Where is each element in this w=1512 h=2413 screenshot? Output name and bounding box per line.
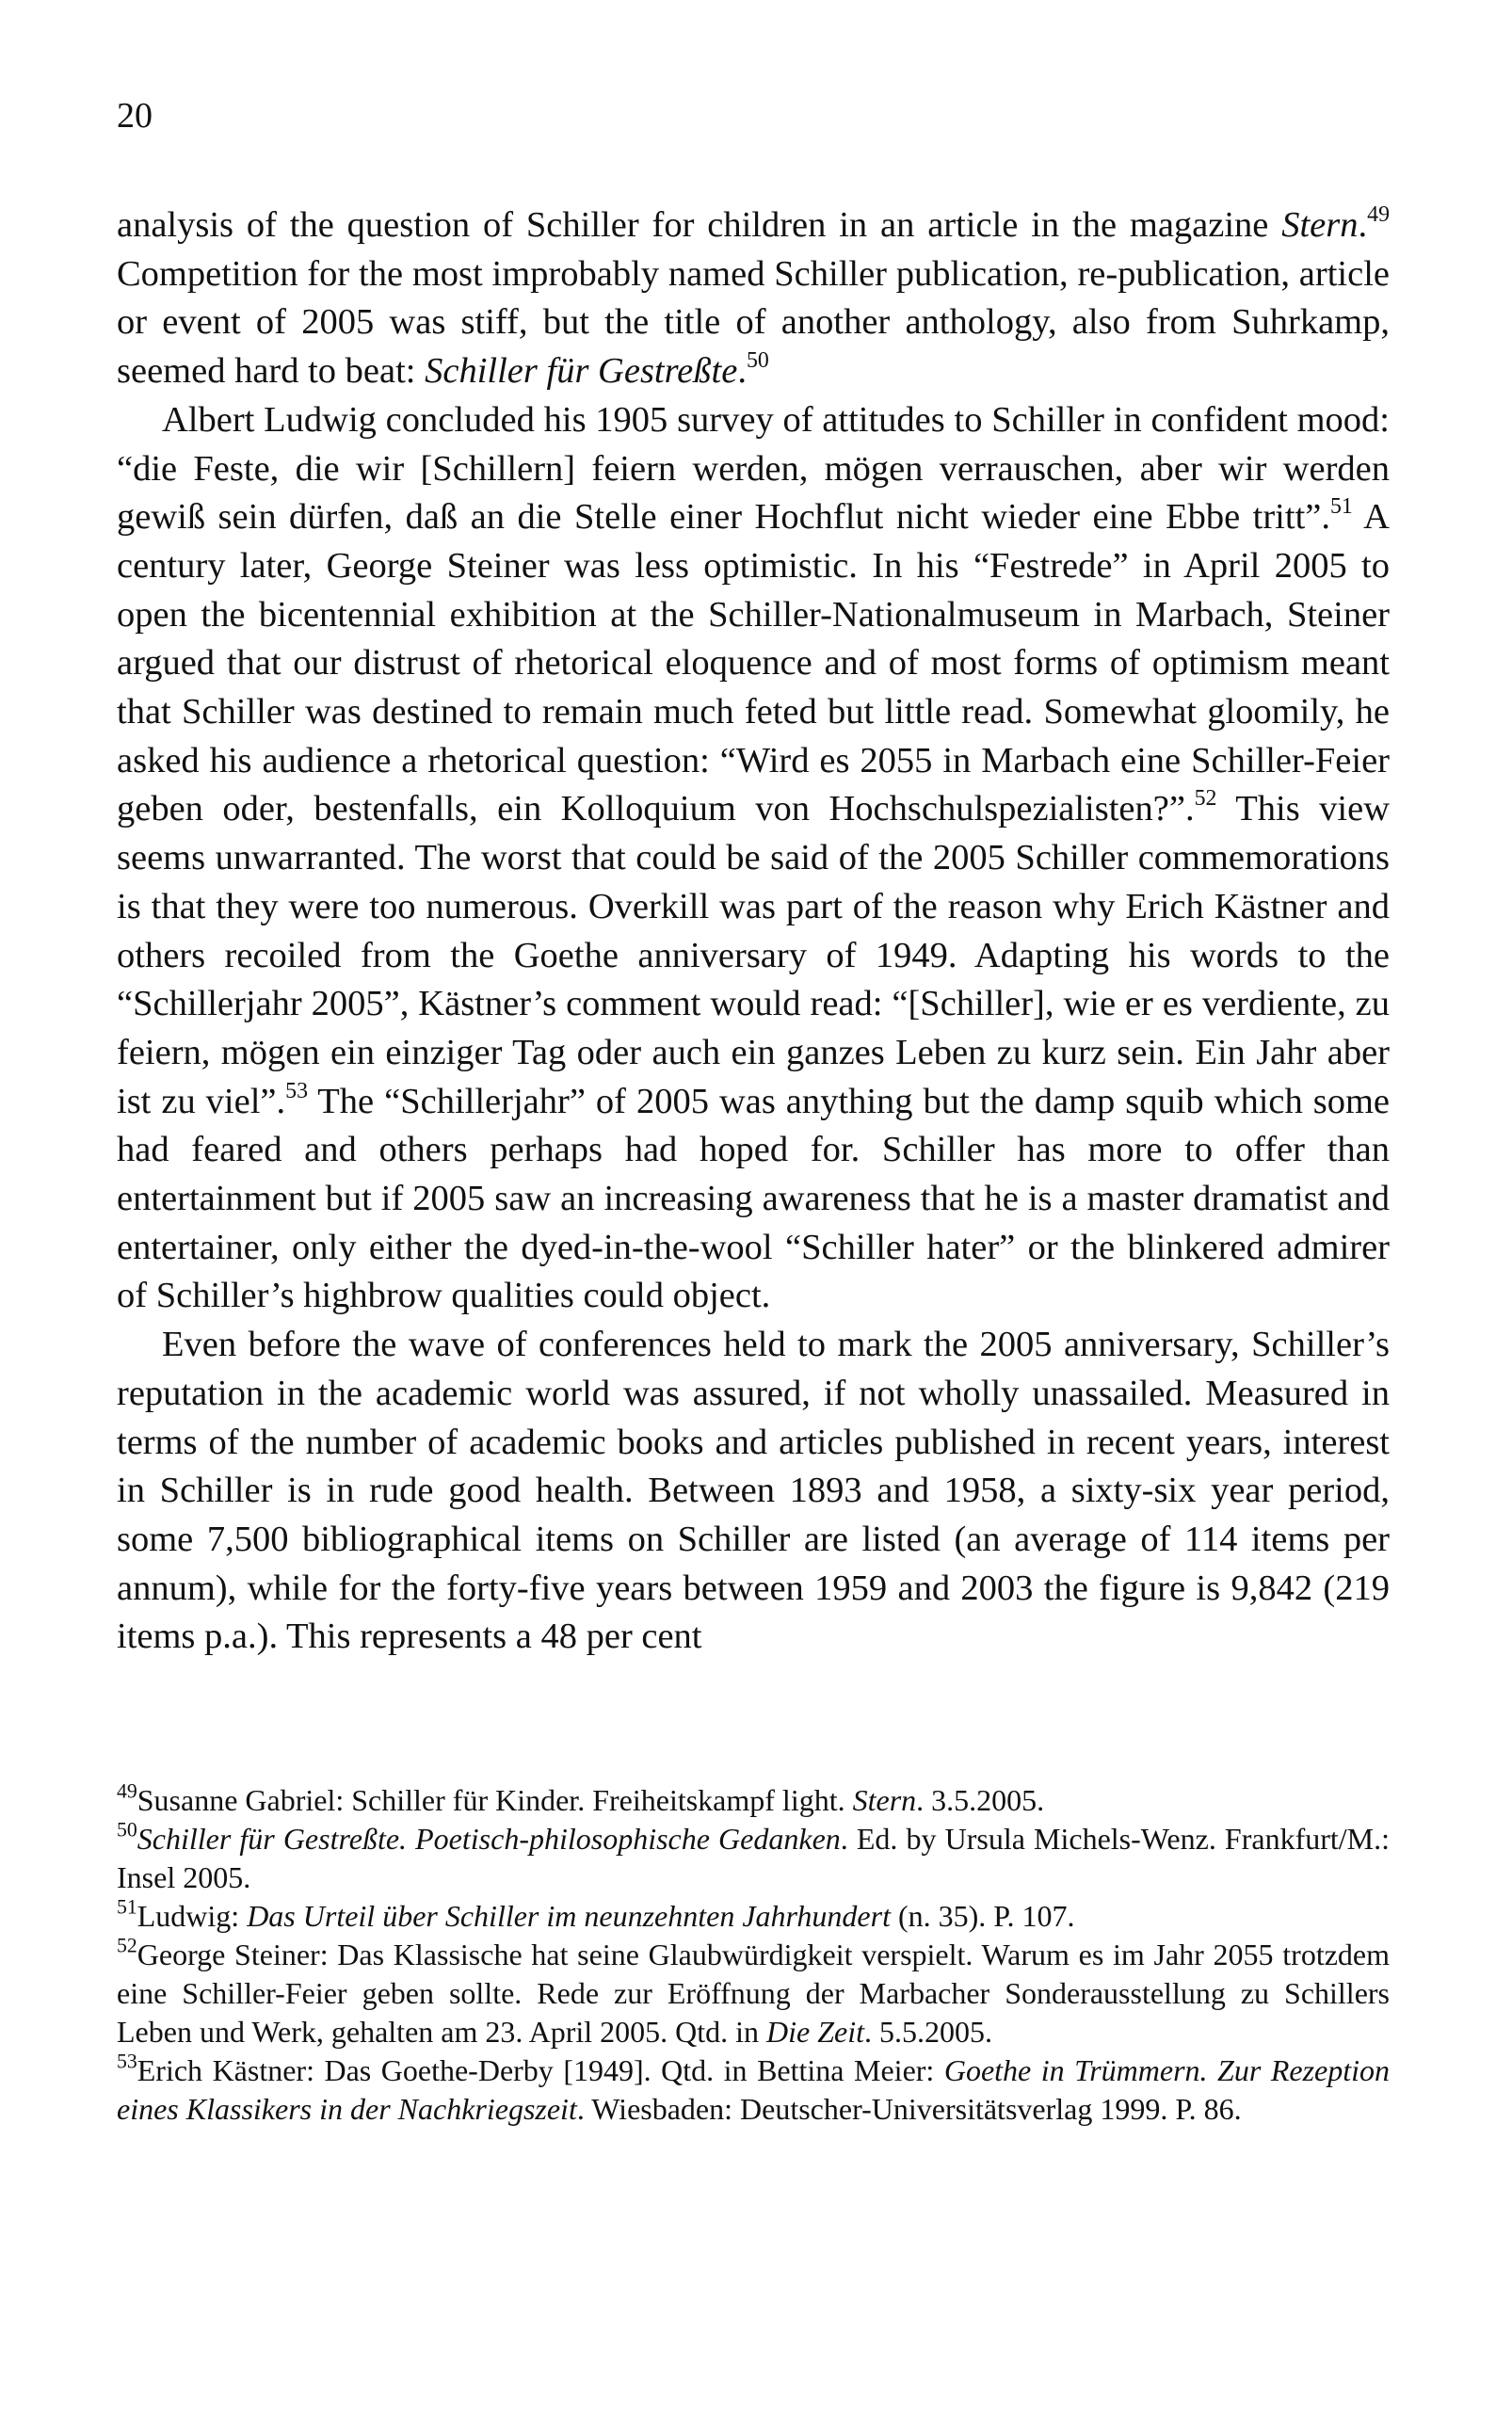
paragraph-2-text-d: The “Schillerjahr” of 2005 was anything but the damp squib which some had feared and others perhaps had hoped for. Schiller has more to offer than entertainment but if 2005 saw an increasing awareness that he is a master dramatist and entertainer, only either the dyed-in-the-wool “Schiller hater” or the blinkered admirer of Schiller’s highbrow qualities could object. xyxy=(117,1081,1390,1316)
footnote-ref-50: 50 xyxy=(746,347,769,373)
footnote-ref-53: 53 xyxy=(285,1078,308,1103)
page-number: 20 xyxy=(117,96,153,136)
footnote-49-text-a: Susanne Gabriel: Schiller für Kinder. Freiheitskampf light. xyxy=(137,1783,853,1817)
footnote-mark-52: 52 xyxy=(117,1934,137,1957)
footnote-ref-51: 51 xyxy=(1329,494,1353,519)
footnote-mark-51: 51 xyxy=(117,1895,137,1919)
paragraph-2-text-b: A century later, George Steiner was less optimistic. In his “Festrede” in April 2005 to open the bicentennial exhibition at the Schiller-Nationalmuseum in Marbach, Steiner argued that our distrust of rhetorical eloquence and of most forms of optimism meant that Schiller was destined to remain much feted but little read. Somewhat gloomily, he asked his audience a rhetorical question: “Wird es 2055 in Marbach eine Schiller-Feier geben oder, bestenfalls, ein Kolloquium von Hochschulspezialisten?”. xyxy=(117,497,1390,829)
footnote-mark-50: 50 xyxy=(117,1818,137,1842)
footnote-53-text-a: Erich Kästner: Das Goethe-Derby [1949]. Qtd. in Bettina Meier: xyxy=(137,2053,944,2087)
footnote-49-text-b: . 3.5.2005. xyxy=(916,1783,1045,1817)
footnote-51-text-a: Ludwig: xyxy=(137,1899,248,1933)
paragraph-1-text-d: . xyxy=(737,351,747,392)
paragraph-3-text-a: Even before the wave of conferences held to mark the 2005 anniversary, Schiller’s reputation in the academic world was assured, if not wholly unassailed. Measured in terms of the number of academic books and articles published in recent years, interest in Schiller is in rude good health. Between 1893 and 1958, a sixty-six year period, some 7,500 bibliographical items on Schiller are listed (an average of 114 items per annum), while for the forty-five years between 1959 and 2003 the figure is 9,842 (219 items p.a.). This represents a 48 per cent xyxy=(117,1325,1390,1657)
paragraph-3 xyxy=(117,1321,1390,1662)
footnote-50-italic: Schiller für Gestreßte. Poetisch-philosophische Gedanken xyxy=(137,1822,841,1856)
footnote-ref-49: 49 xyxy=(1367,201,1390,227)
footnote-52-italic: Die Zeit xyxy=(766,2015,865,2049)
footnote-ref-52: 52 xyxy=(1194,786,1217,812)
footnote-53-text-b: . Wiesbaden: Deutscher-Universitätsverlag 1999. P. 86. xyxy=(576,2092,1242,2126)
paragraph-1-text-a: analysis of the question of Schiller for children in an article in the magazine xyxy=(117,205,1282,245)
paragraph-1-text-b: . xyxy=(1358,205,1368,245)
footnote-mark-53: 53 xyxy=(117,2050,137,2073)
footnote-51-text-b: (n. 35). P. 107. xyxy=(890,1899,1075,1933)
body-text xyxy=(117,201,1390,1662)
footnote-51 xyxy=(117,1897,1390,1936)
footnote-50-text-b: . Ed. by Ursula Michels-Wenz. Frankfurt/M.: Insel 2005. xyxy=(117,1822,1391,1894)
anthology-title: Schiller für Gestreßte xyxy=(425,351,738,392)
paragraph-2-text-a: Albert Ludwig concluded his 1905 survey of attitudes to Schiller in confident mood: “die Feste, die wir [Schillern] feiern werden, mögen verrauschen, aber wir werden gewiß sein dürfen, daß an die Stelle einer Hochflut nicht wieder eine Ebbe tritt”. xyxy=(117,399,1390,538)
footnote-mark-49: 49 xyxy=(117,1779,137,1803)
footnote-49-italic: Stern xyxy=(852,1783,917,1817)
paragraph-2 xyxy=(117,396,1390,1321)
footnote-51-italic: Das Urteil über Schiller im neunzehnten Jahrhundert xyxy=(247,1899,891,1933)
paragraph-1-text-c: Competition for the most improbably named Schiller publication, re-publication, article or event of 2005 was stiff, but the title of another anthology, also from Suhrkamp, seemed hard to beat: xyxy=(117,253,1390,392)
footnote-50 xyxy=(117,1820,1390,1897)
footnote-52 xyxy=(117,1936,1390,2051)
footnote-49 xyxy=(117,1781,1390,1820)
paragraph-2-text-c: This view seems unwarranted. The worst that could be said of the 2005 Schiller commemorations is that they were too numerous. Overkill was part of the reason why Erich Kästner and others recoiled from the Goethe anniversary of 1949. Adapting his words to the “Schillerjahr 2005”, Kästner’s comment would read: “[Schiller], wie er es verdiente, zu feiern, mögen ein einziger Tag oder auch ein ganzes Leben zu kurz sein. Ein Jahr aber ist zu viel”. xyxy=(117,789,1391,1121)
paragraph-1 xyxy=(117,201,1390,396)
footnotes xyxy=(117,1781,1390,2129)
footnote-52-text-a: George Steiner: Das Klassische hat seine Glaubwürdigkeit verspielt. Warum es im Jahr 2055 trotzdem eine Schiller-Feier geben sollte. Rede zur Eröffnung der Marbacher Sonderausstellung zu Schillers Leben und Werk, gehalten am 23. April 2005. Qtd. in xyxy=(117,1938,1390,2049)
footnote-53 xyxy=(117,2051,1390,2129)
footnote-53-italic: Goethe in Trümmern. Zur Rezeption eines Klassikers in der Nachkriegszeit xyxy=(117,2053,1391,2126)
magazine-title-stern: Stern xyxy=(1281,205,1359,245)
footnote-52-text-b: . 5.5.2005. xyxy=(864,2015,993,2049)
